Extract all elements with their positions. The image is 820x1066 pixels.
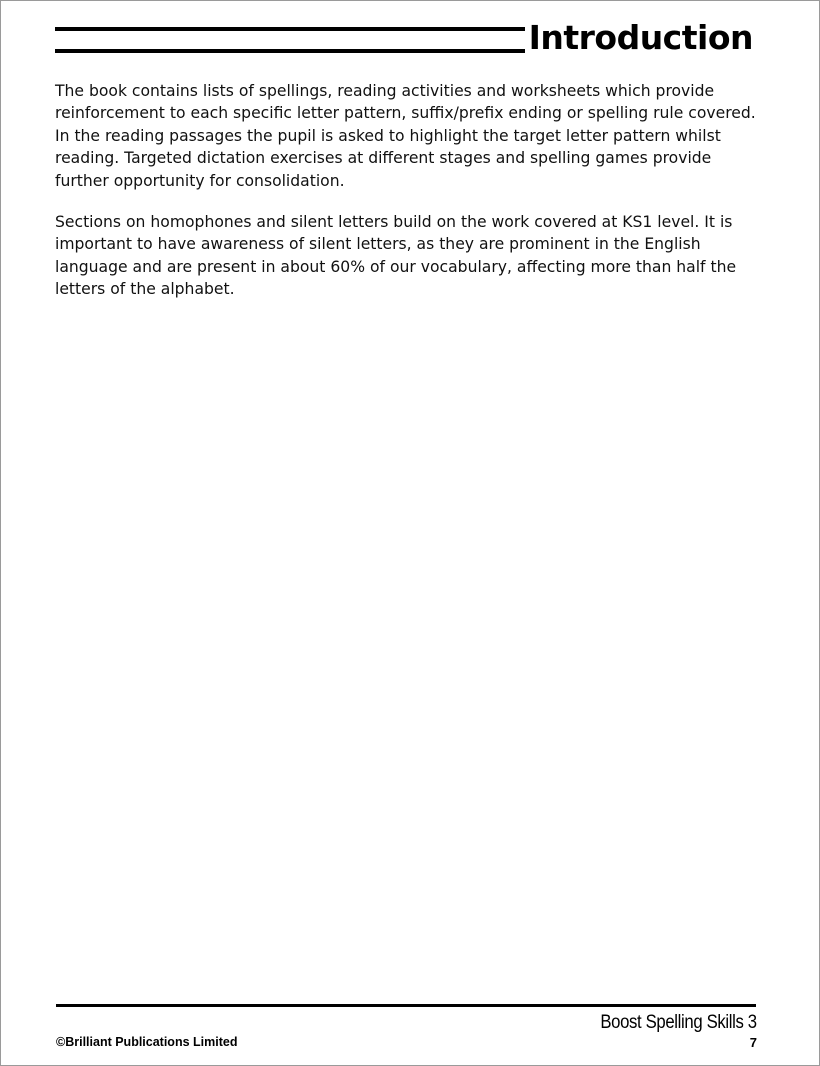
footer-rule [56, 1004, 756, 1007]
book-title: Boost Spelling Skills 3 [600, 1012, 757, 1033]
page-number: 7 [749, 1035, 757, 1050]
header-rule-top [55, 27, 525, 31]
header-rule-bottom [55, 49, 525, 53]
intro-paragraph-2: Sections on homophones and silent letters build on the work covered at KS1 level. It is important to have awareness of silent letters, as they are prominent in the English language and are present in about 60% of our vocabulary, affecting more than half the letters of the alphabet. [55, 213, 737, 299]
copyright-notice: ©Brilliant Publications Limited [56, 1035, 238, 1049]
page-title: Introduction [528, 18, 753, 57]
intro-paragraph-1: The book contains lists of spellings, reading activities and worksheets which provide reinforcement to each specific letter pattern, suffix/prefix ending or spelling rule covered. In the reading passages the pupil is asked to highlight the target letter pattern whilst reading. Targeted dictation exercises at different stages and spelling games provide further opportunity for consolidation. [55, 82, 756, 190]
